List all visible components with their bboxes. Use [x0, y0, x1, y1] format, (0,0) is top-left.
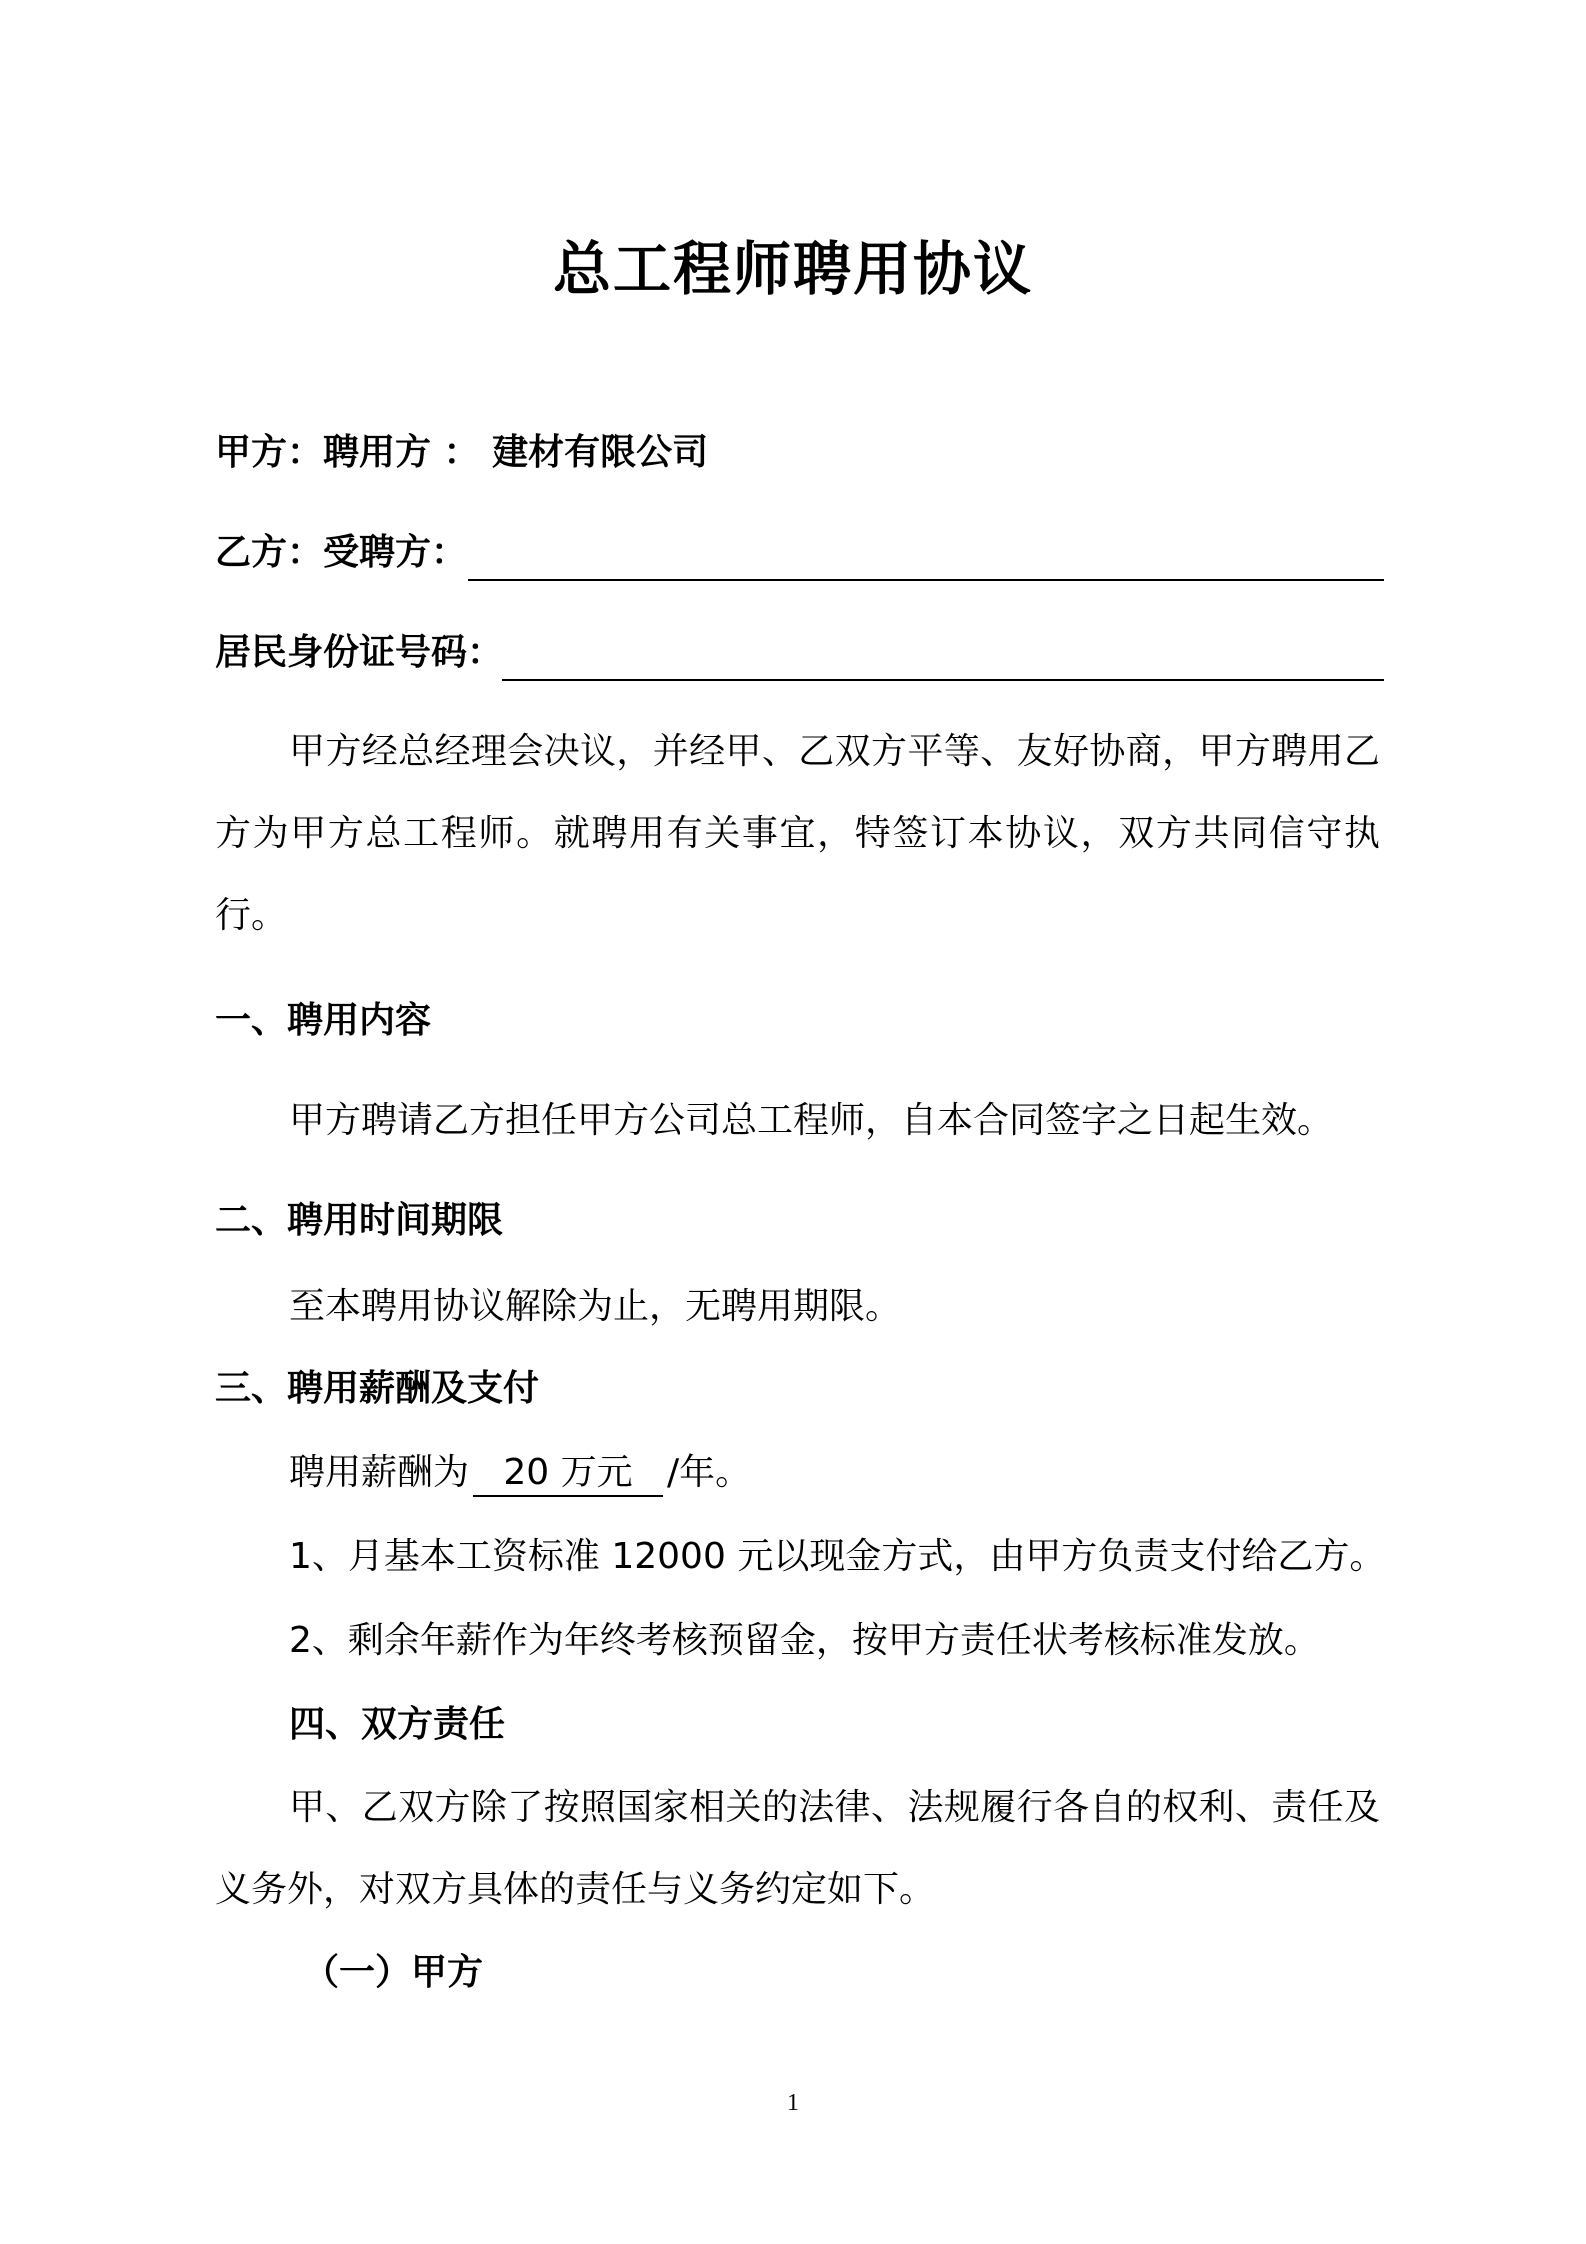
section4-heading: 四、双方责任 [289, 1704, 506, 1745]
section2-body: 至本聘用协议解除为止，无聘用期限。 [289, 1286, 902, 1327]
salary-prefix: 聘用薪酬为 [289, 1452, 470, 1493]
id-number-row [215, 628, 503, 678]
section2-heading: 二、聘用时间期限 [215, 1200, 504, 1241]
id-number-label: 居民身份证号码： [215, 632, 504, 673]
party-a-value: 建材有限公司 [492, 432, 709, 473]
section1-heading: 一、聘用内容 [215, 1000, 432, 1041]
salary-value: 20 万元 [473, 1451, 663, 1497]
document-title: 总工程师聘用协议 [552, 235, 1033, 303]
party-a-row [215, 428, 708, 478]
id-number-underline [502, 679, 1384, 681]
party-b-row [215, 528, 467, 578]
salary-row [289, 1448, 751, 1498]
party-b-underline [468, 579, 1384, 581]
section1-body: 甲方聘请乙方担任甲方公司总工程师，自本合同签字之日起生效。 [289, 1100, 1334, 1141]
section4-body: 甲、乙双方除了按照国家相关的法律、法规履行各自的权利、责任及义务外，对双方具体的责任与义务约定如下。 [215, 1787, 1380, 1910]
section3-heading: 三、聘用薪酬及支付 [215, 1368, 540, 1409]
salary-suffix: /年。 [667, 1452, 752, 1493]
page-number: 1 [787, 2090, 799, 2116]
section4-subheading: （一）甲方 [303, 1952, 484, 1993]
party-b-label: 乙方：受聘方： [215, 532, 468, 573]
intro-paragraph: 甲方经总经理会决议，并经甲、乙双方平等、友好协商，甲方聘用乙方为甲方总工程师。就聘用有关事宜，特签订本协议，双方共同信守执行。 [215, 731, 1380, 936]
section3-item1: 1、月基本工资标准 12000 元以现金方式，由甲方负责支付给乙方。 [289, 1536, 1386, 1577]
party-a-label: 甲方：聘用方 ： [215, 432, 480, 473]
section3-item2: 2、剩余年薪作为年终考核预留金，按甲方责任状考核标准发放。 [289, 1620, 1320, 1661]
